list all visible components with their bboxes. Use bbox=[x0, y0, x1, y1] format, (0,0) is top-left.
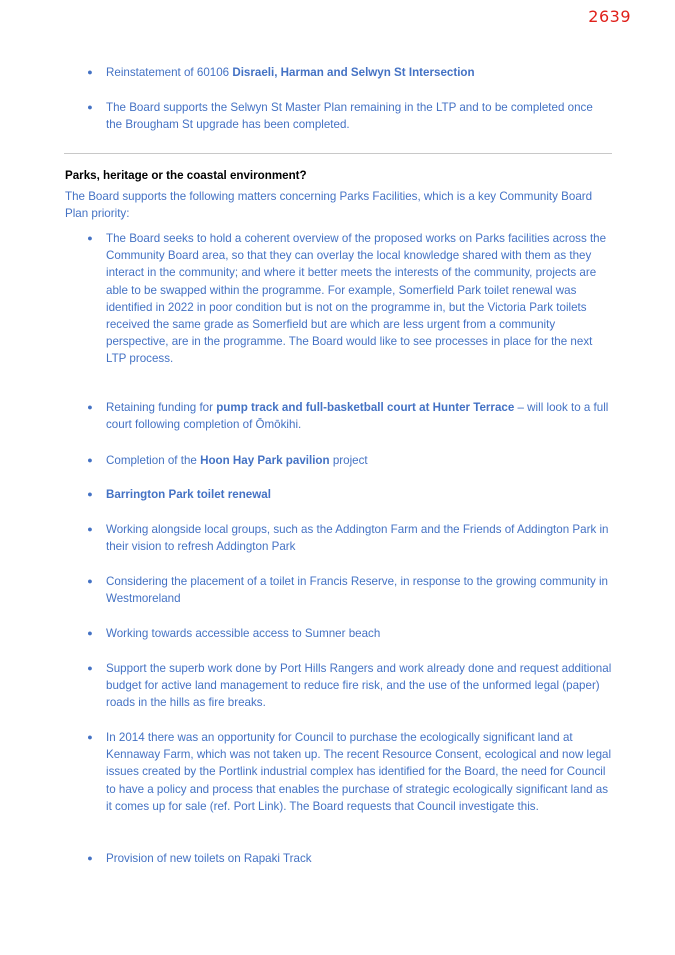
bullet-icon: ● bbox=[87, 233, 93, 243]
list-item-text: Reinstatement of 60106 bbox=[106, 66, 233, 79]
bullet-icon: ● bbox=[87, 663, 93, 673]
list-item-bold: Disraeli, Harman and Selwyn St Intersection bbox=[232, 66, 475, 79]
list-item bbox=[86, 99, 612, 133]
list-item-bold: Barrington Park toilet renewal bbox=[106, 488, 271, 501]
bullet-icon: ● bbox=[87, 67, 93, 77]
list-item-text: Support the superb work done by Port Hills Rangers and work already done and request additional budget for active land management to reduce fire risk, and the use of the unformed legal (paper) roads in the hills as fire breaks. bbox=[106, 662, 612, 710]
bullet-icon: ● bbox=[87, 732, 93, 742]
list-item-text: Provision of new toilets on Rapaki Track bbox=[106, 852, 312, 865]
bullet-icon: ● bbox=[87, 455, 93, 465]
list-item-text: Retaining funding for bbox=[106, 401, 217, 414]
list-item-text: Working towards accessible access to Sumner beach bbox=[106, 627, 381, 640]
list-item-bold: pump track and full-basketball court at Hunter Terrace bbox=[216, 401, 515, 414]
bullet-icon: ● bbox=[87, 489, 93, 499]
list-item bbox=[86, 625, 612, 642]
section-heading: Parks, heritage or the coastal environment? bbox=[65, 169, 307, 182]
list-item bbox=[86, 452, 612, 469]
list-item bbox=[86, 573, 612, 607]
section-divider bbox=[64, 153, 612, 154]
page-number: 2639 bbox=[588, 7, 631, 26]
list-item-text: Considering the placement of a toilet in Francis Reserve, in response to the growing community in Westmoreland bbox=[106, 575, 609, 606]
bullet-icon: ● bbox=[87, 853, 93, 863]
list-item-text: Completion of the bbox=[106, 454, 201, 467]
list-item-text: In 2014 there was an opportunity for Council to purchase the ecologically significant land at Kennaway Farm, which was not taken up. The recent Resource Consent, ecological and now legal issues created by the Portlink industrial complex has identified for the Board, the need for Council to have a policy and process that enables the purchase of strategic ecologically significant land as it comes up for sale (ref. Port Link). The Board requests that Council investigate this. bbox=[106, 731, 612, 813]
section-intro: The Board supports the following matters concerning Parks Facilities, which is a key Community Board Plan priority: bbox=[65, 190, 593, 221]
bullet-icon: ● bbox=[87, 102, 93, 112]
bullet-icon: ● bbox=[87, 628, 93, 638]
list-item-text: The Board supports the Selwyn St Master Plan remaining in the LTP and to be completed once the Brougham St upgrade has been completed. bbox=[106, 101, 593, 132]
list-item bbox=[86, 486, 612, 503]
list-item bbox=[86, 521, 612, 555]
list-item-tail: – will look to a full court following completion of Ōmōkihi. bbox=[106, 401, 609, 432]
list-item-text: The Board seeks to hold a coherent overview of the proposed works on Parks facilities across the Community Board area, so that they can overlay the local knowledge shared with them as they interact in the community; and where it better meets the interests of the community, projects are able to be swapped within the programme. For example, Somerfield Park toilet renewal was identified in 2022 in poor condition but is not on the programme in, but the Victoria Park toilets received the same grade as Somerfield but are which are less urgent from a community perspective, are in the programme. The Board would like to see processes in place for the next LTP process. bbox=[106, 232, 607, 366]
list-item bbox=[86, 399, 612, 433]
list-item bbox=[86, 64, 612, 81]
list-item-text: Working alongside local groups, such as the Addington Farm and the Friends of Addington Park in their vision to refresh Addington Park bbox=[106, 523, 609, 554]
list-item-bold: Hoon Hay Park pavilion bbox=[200, 454, 330, 467]
bullet-icon: ● bbox=[87, 524, 93, 534]
bullet-icon: ● bbox=[87, 402, 93, 412]
list-item bbox=[86, 850, 612, 867]
list-item bbox=[86, 729, 612, 815]
bullet-icon: ● bbox=[87, 576, 93, 586]
list-item bbox=[86, 660, 612, 712]
list-item-tail: project bbox=[329, 454, 368, 467]
list-item bbox=[86, 230, 612, 368]
